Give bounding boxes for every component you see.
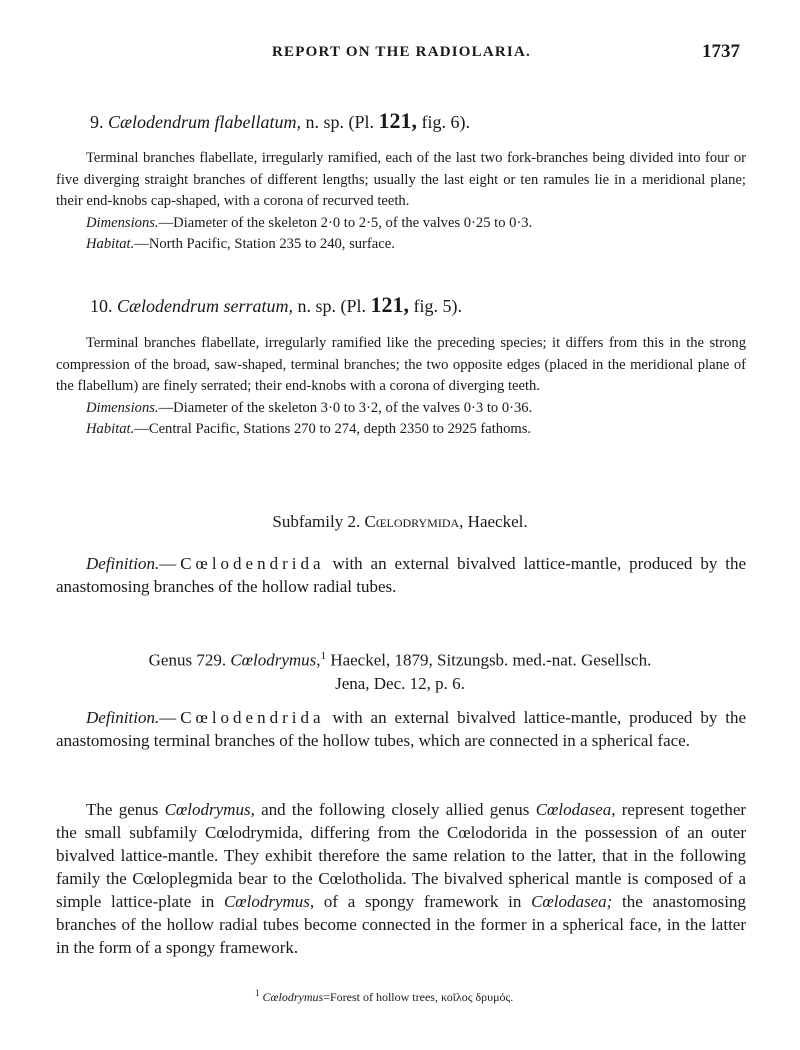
footnote-mark: 1 bbox=[320, 650, 327, 662]
genus-definition: Definition.—Cœlodendrida with an external bivalved lattice-mantle, produced by the anastomosing terminal branches of the hollow tubes, which are connected in a spherical face. bbox=[56, 708, 746, 750]
species-dimensions: Dimensions.—Diameter of the skeleton 3·0 to 3·2, of the valves 0·3 to 0·36. bbox=[86, 399, 533, 416]
subfamily-definition: Definition.—Cœlodendrida with an external bivalved lattice-mantle, produced by the anastomosing branches of the hollow radial tubes. bbox=[56, 554, 746, 596]
species-9-heading bbox=[90, 108, 470, 134]
species-habitat: Habitat.—North Pacific, Station 235 to 240, surface. bbox=[86, 236, 395, 252]
figure-ref: fig. 6). bbox=[421, 112, 471, 132]
plate-number: 121, bbox=[370, 292, 410, 317]
species-name: Cælodendrum serratum, bbox=[117, 296, 294, 316]
species-nsp: n. sp. (Pl. bbox=[297, 296, 367, 316]
species-10-heading bbox=[90, 292, 462, 318]
species-10-block bbox=[56, 333, 746, 441]
genus-discussion: The genus Cœlodrymus, and the following closely allied genus Cœlodasea, represent together the small subfamily Cœlodrymida, differing from the Cœlodorida in the possession of an outer bivalved lattice-mantle. They exhibit therefore the same relation to the latter, that in the following family the Cœloplegmida bear to the Cœlotholida. The bivalved spherical mantle is composed of a simple lattice-plate in Cœlodrymus, of a spongy framework in Cœlodasea; the anastomosing branches of the hollow radial tubes become connected in the former in a spherical face, in the latter in the form of a spongy framework. bbox=[56, 800, 747, 957]
subfamily-heading: Subfamily 2. Cœlodrymida, Haeckel. bbox=[272, 512, 528, 531]
genus-heading: Genus 729. Cœlodrymus,$^1$ Haeckel, 1879, Sitzungsb. med.-nat. Gesellsch. Jena, Dec. 12, p. 6. bbox=[0, 645, 800, 695]
footnote: $^1$ Cœlodrymus=Forest of hollow trees, κοῖλος δρυμός. bbox=[255, 988, 514, 1004]
species-9-block bbox=[56, 148, 746, 256]
running-header: REPORT ON THE RADIOLARIA. bbox=[272, 44, 531, 60]
species-number: 9. bbox=[90, 112, 104, 132]
species-name: Cælodendrum flabellatum, bbox=[108, 112, 301, 132]
figure-ref: fig. 5). bbox=[413, 296, 463, 316]
species-description: Terminal branches flabellate, irregularly ramified, each of the last two fork-branches being divided into four or five diverging straight branches of different lengths; usually the last eight or ten ramules lie in a meridional plane; their end-knobs cap-shaped, with a corona of recurved teeth. bbox=[56, 150, 746, 209]
subfamily-name: Cœlodrymida, bbox=[364, 512, 464, 531]
species-habitat: Habitat.—Central Pacific, Stations 270 to 274, depth 2350 to 2925 fathoms. bbox=[86, 421, 532, 437]
plate-number: 121, bbox=[378, 108, 418, 133]
species-description: Terminal branches flabellate, irregularly ramified like the preceding species; it differs from this in the strong compression of the broad, saw-shaped, terminal branches; the two opposite edges (placed in the meridional plane of the flabellum) are finely serrated; their end-knobs with a corona of diverging teeth. bbox=[56, 335, 746, 394]
species-number: 10. bbox=[90, 296, 113, 316]
species-nsp: n. sp. (Pl. bbox=[305, 112, 375, 132]
species-dimensions: Dimensions.—Diameter of the skeleton 2·0 to 2·5, of the valves 0·25 to 0·3. bbox=[86, 214, 533, 231]
genus-citation: Jena, Dec. 12, p. 6. bbox=[335, 673, 465, 693]
page-number: 1737 bbox=[702, 41, 740, 62]
genus-name: Cœlodrymus, bbox=[230, 650, 321, 670]
